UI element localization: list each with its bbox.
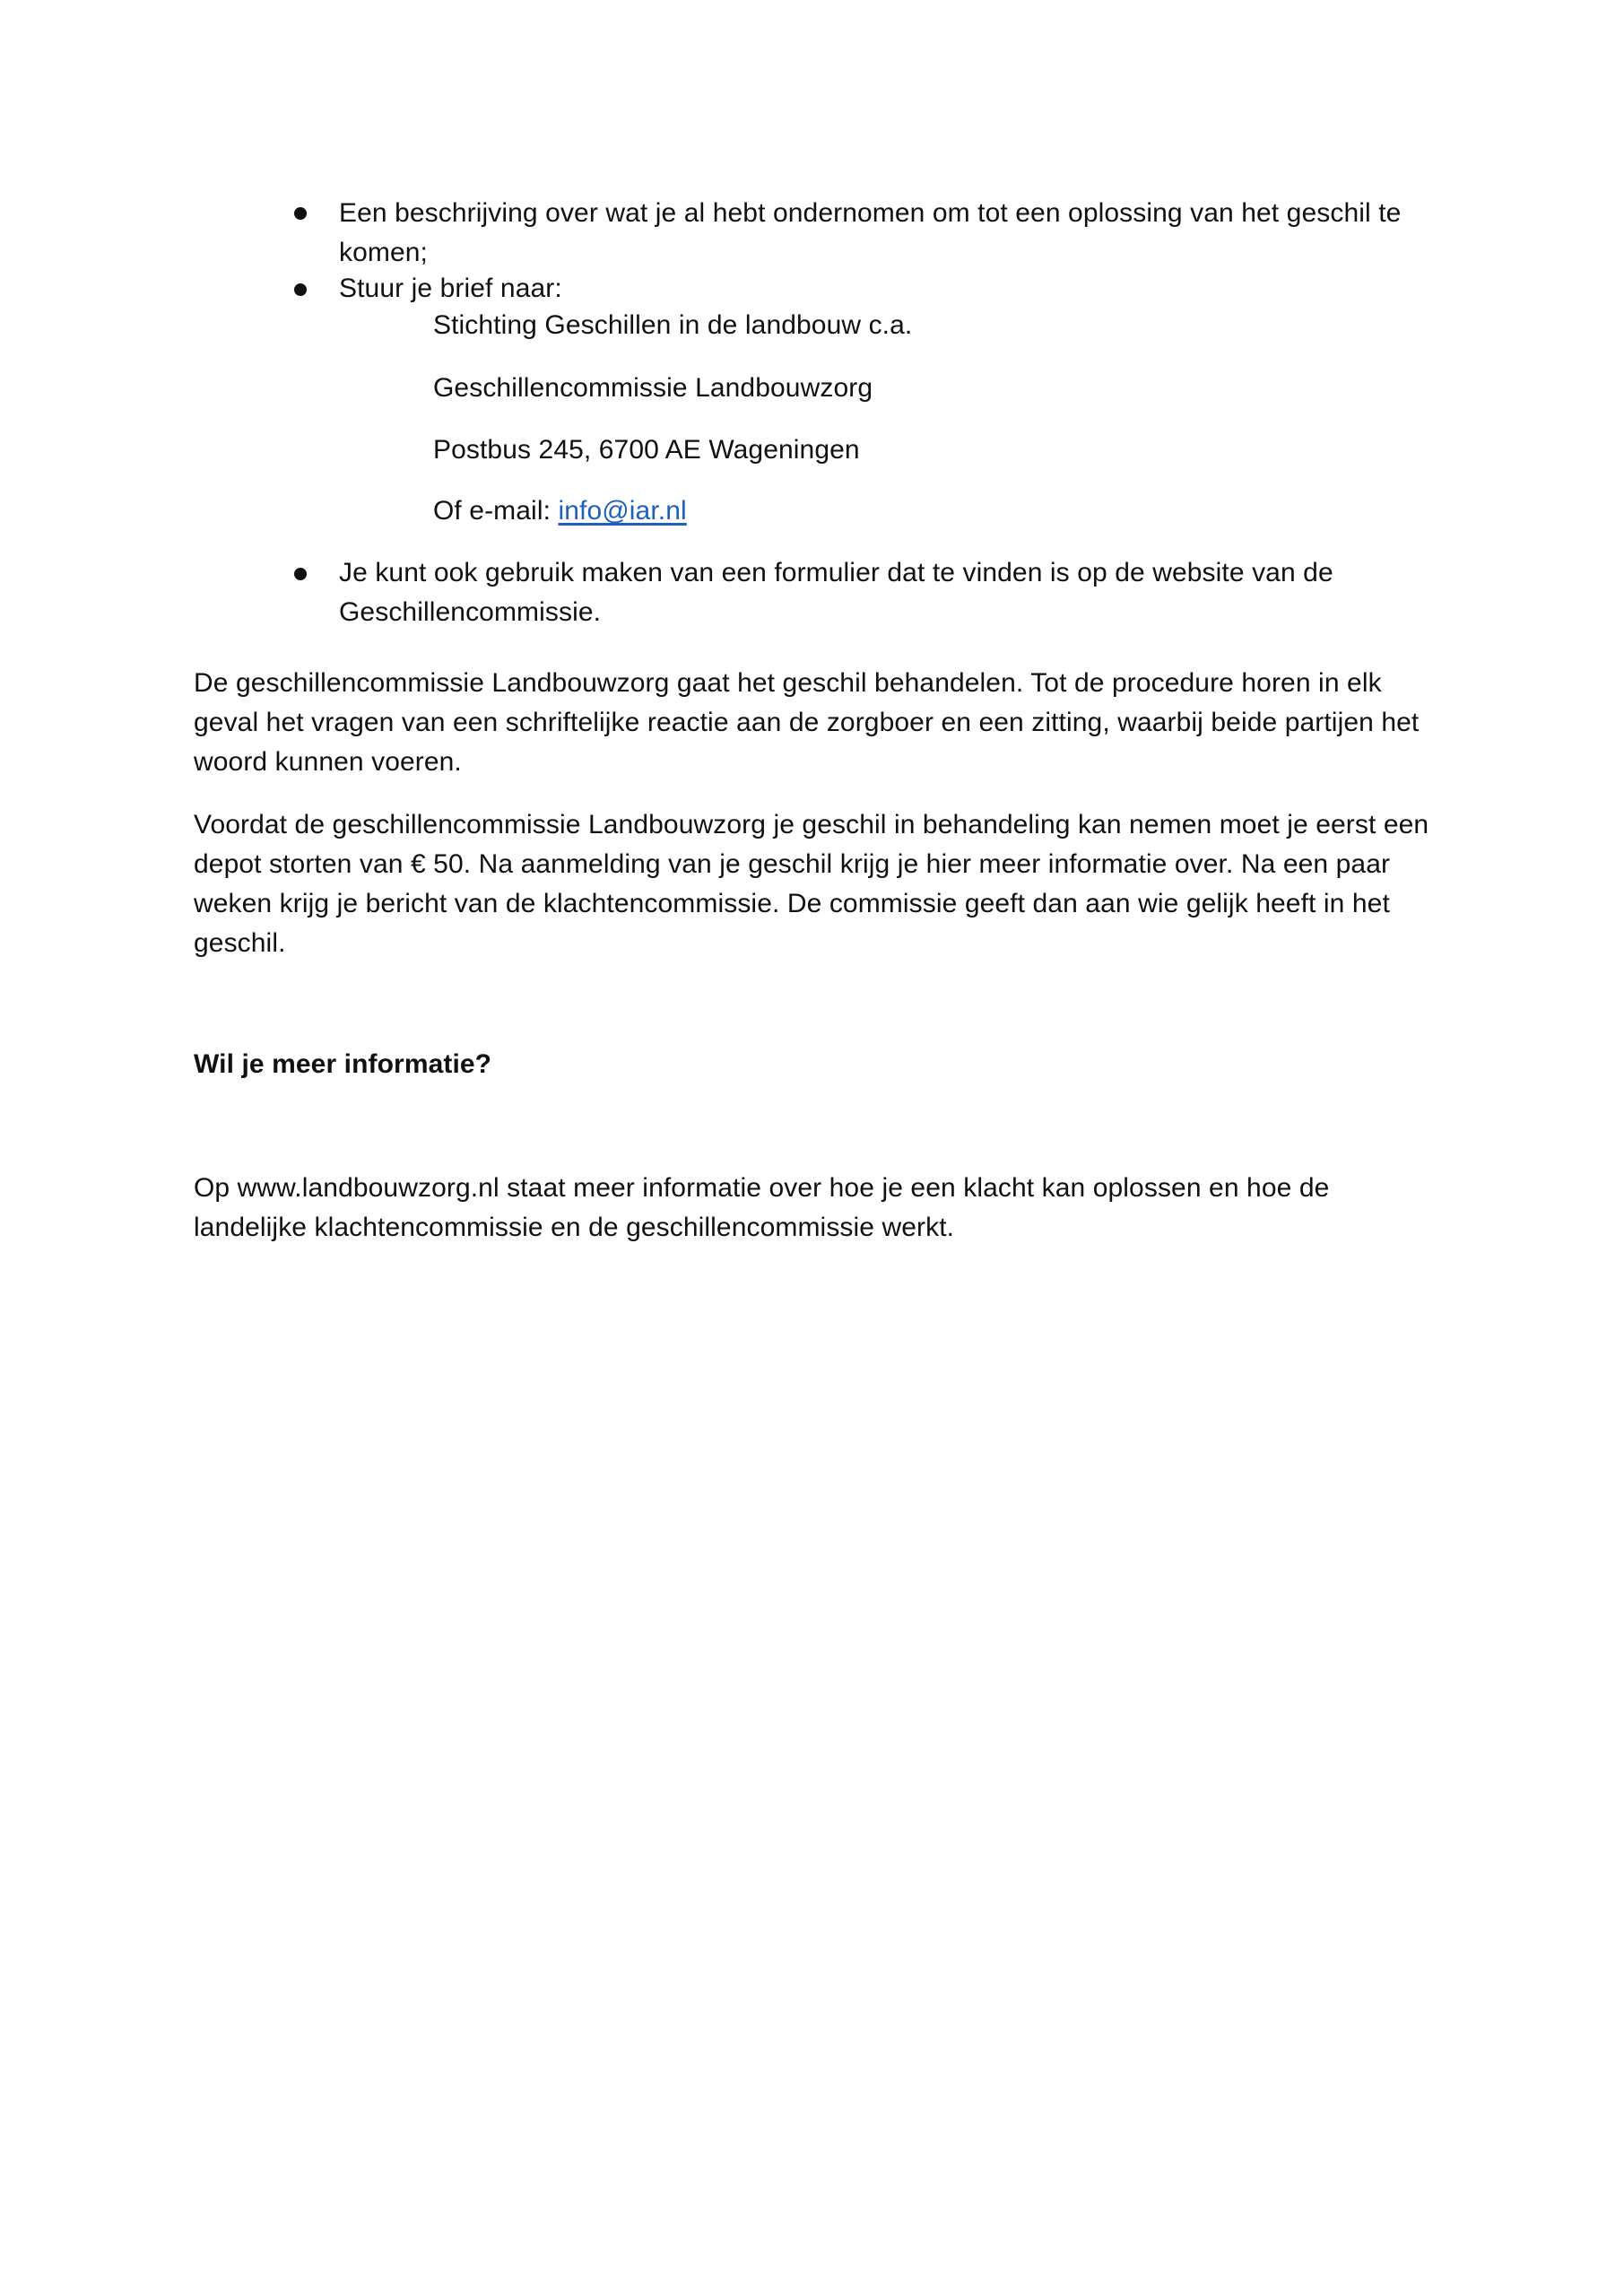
procedure-paragraph: De geschillencommissie Landbouwzorg gaat het geschil behandelen. Tot de procedure horen in elk geval het vragen van een schriftelijke reactie aan de zorgboer en een zitting, waarbij beide partijen het woord kunnen voeren. bbox=[194, 668, 1420, 777]
bullet-dot-icon bbox=[294, 283, 307, 296]
address-postbox: Postbus 245, 6700 AE Wageningen bbox=[433, 435, 860, 465]
bullet-item-form: Je kunt ook gebruik maken van een formulier dat te vinden is op de website van de Geschillencommissie. bbox=[339, 558, 1333, 627]
bullet-item-send-letter: Stuur je brief naar: bbox=[339, 274, 562, 303]
more-info-heading: Wil je meer informatie? bbox=[194, 1049, 492, 1079]
email-label: Of e-mail: bbox=[433, 496, 559, 526]
address-organization: Stichting Geschillen in de landbouw c.a. bbox=[433, 310, 913, 340]
email-link[interactable]: info@iar.nl bbox=[558, 496, 687, 526]
more-info-paragraph: Op www.landbouwzorg.nl staat meer informatie over hoe je een klacht kan oplossen en hoe de landelijke klachtencommissie en de geschillencommissie werkt. bbox=[194, 1173, 1330, 1242]
address-email-line bbox=[433, 491, 687, 531]
deposit-paragraph: Voordat de geschillencommissie Landbouwzorg je geschil in behandeling kan nemen moet je eerst een depot storten van € 50. Na aanmelding van je geschil krijg je hier meer informatie over. Na een paar weken krijg je bericht van de klachtencommissie. De commissie geeft dan aan wie gelijk heeft in het geschil. bbox=[194, 810, 1429, 958]
bullet-dot-icon bbox=[294, 568, 307, 580]
bullet-dot-icon bbox=[294, 207, 307, 220]
address-committee: Geschillencommissie Landbouwzorg bbox=[433, 373, 873, 403]
bullet-item-description: Een beschrijving over wat je al hebt ondernomen om tot een oplossing van het geschil te komen; bbox=[339, 198, 1402, 267]
